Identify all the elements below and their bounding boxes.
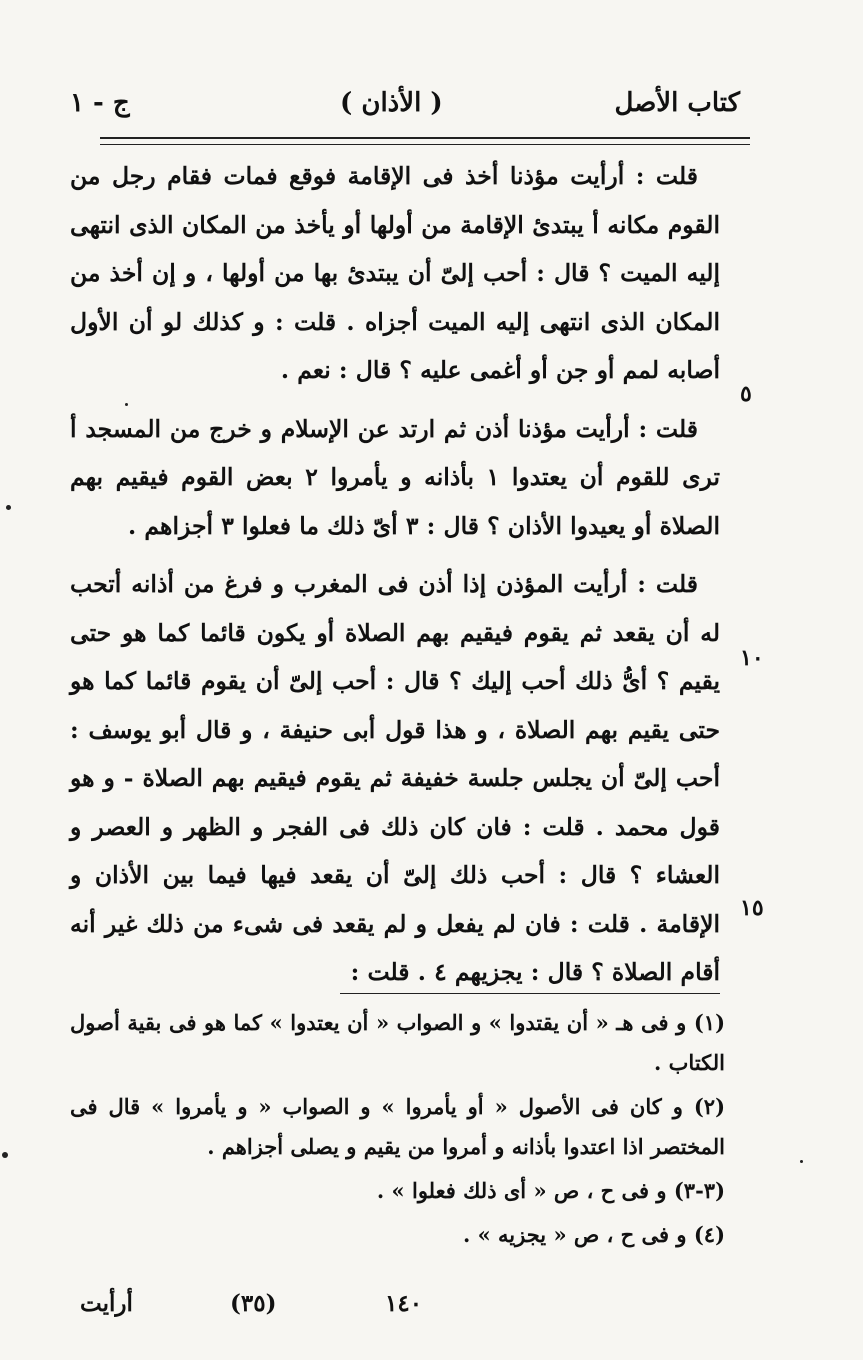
paragraph: قلت : أرأيت مؤذنا أخذ فى الإقامة فوقع فمات فقام رجل من القوم مكانه أ يبتدئ الإقامة من أولها أو يأخذ من المكان الذى انتهى إليه الميت ؟ قال : أحب إلىّ أن يبتدئ بها من أولها ، و إن أخذ من المكان الذى انتهى إليه الميت أجزاه . قلت : و كذلك لو أن الأول أصابه لمم أو جن أو أغمى عليه ؟ قال : نعم . — [70, 162, 720, 384]
book-title: كتاب الأصل — [614, 88, 740, 118]
footnote: (٢) و كان فى الأصول « أو يأمروا » و الصواب « و يأمروا » قال فى المختصر اذا اعتدوا بأذانه و أمروا من يقيم و يصلى أجزاهم . — [70, 1094, 725, 1159]
line-number: ٥ — [740, 381, 752, 407]
running-header — [70, 80, 740, 130]
line-number: ١٥ — [740, 895, 764, 921]
footnote: (٣-٣) و فى ح ، ص « أى ذلك فعلوا » . — [376, 1178, 725, 1203]
scan-speck — [6, 505, 11, 510]
header-rule — [100, 137, 750, 145]
paragraph: قلت : أرأيت المؤذن إذا أذن فى المغرب و فرغ من أذانه أتحب له أن يقعد ثم يقوم فيقيم بهم الصلاة أو يكون قائما كما هو حتى يقيم ؟ أىُّ ذلك أحب إليك ؟ قال : أحب إلىّ أن يقوم قائما كما هو حتى يقيم بهم الصلاة ، و هذا قول أبى حنيفة ، و قال أبو يوسف : أحب إلىّ أن يجلس جلسة خفيفة ثم يقوم فيقيم بهم الصلاة - و هو قول محمد . قلت : فان كان ذلك فى الفجر و الظهر و العصر و العشاء ؟ قال : أحب ذلك إلىّ أن يقعد فيها فيما بين الأذان و الإقامة . قلت : فان لم يفعل و لم يقعد فى شىء من ذلك غير أنه أقام الصلاة ؟ قال : يجزيهم ٤ . قلت : — [70, 570, 720, 986]
page-footer — [80, 1290, 640, 1330]
page-number: (٣٥) — [230, 1290, 277, 1317]
footnote: (١) و فى هـ « أن يقتدوا » و الصواب « أن يعتدوا » كما هو فى بقية أصول الكتاب . — [70, 1010, 725, 1075]
main-text — [70, 152, 720, 997]
catchword: أرأيت — [80, 1290, 133, 1317]
volume-number: ج - ١ — [70, 88, 130, 118]
footnote-rule — [340, 993, 720, 994]
footnote: (٤) و فى ح ، ص « يجزيه » . — [462, 1222, 725, 1247]
signature-mark: ١٤٠ — [385, 1290, 423, 1317]
footnotes — [70, 1003, 725, 1259]
line-number: ١٠ — [740, 645, 764, 671]
chapter-title: ( الأذان ) — [340, 88, 443, 118]
scan-speck — [800, 1160, 803, 1163]
scan-speck — [125, 403, 128, 406]
scan-speck — [2, 1152, 8, 1158]
paragraph: قلت : أرأيت مؤذنا أذن ثم ارتد عن الإسلام و خرج من المسجد أ ترى للقوم أن يعتدوا ١ بأذانه و يأمروا ٢ بعض القوم فيقيم بهم الصلاة أو يعيدوا الأذان ؟ قال : ٣ أىّ ذلك ما فعلوا ٣ أجزاهم . — [70, 414, 720, 540]
